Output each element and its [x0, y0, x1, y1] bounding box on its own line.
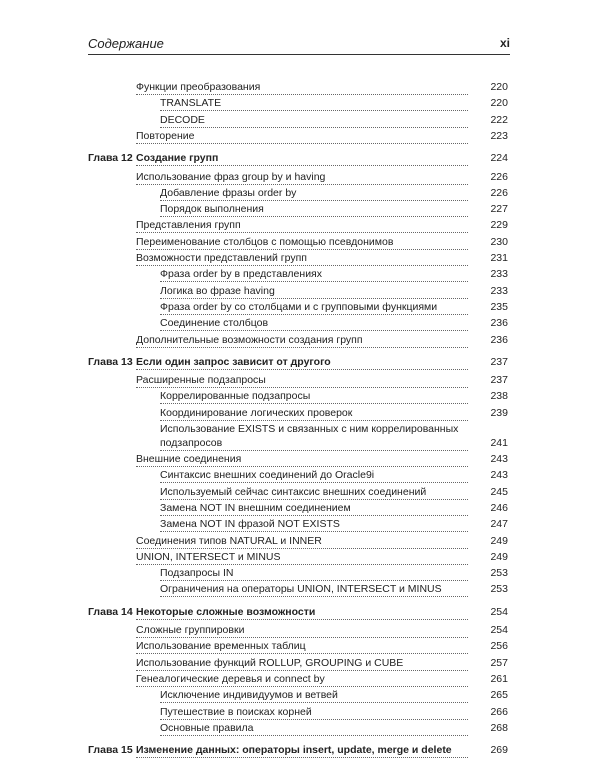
toc-entry-title: Порядок выполнения	[160, 202, 468, 217]
toc-page-number: 224	[490, 152, 508, 165]
toc-entry-title: Фраза order by в представлениях	[160, 267, 468, 282]
toc-entry-title: Соединение столбцов	[160, 316, 468, 331]
toc-chapter-row[interactable]	[88, 605, 508, 621]
toc-page-number: 222	[490, 113, 508, 126]
toc-page-number: 223	[490, 129, 508, 142]
toc-entry-row[interactable]	[160, 267, 508, 283]
toc-entry-row[interactable]	[136, 129, 508, 145]
toc-page-number: 256	[490, 640, 508, 653]
toc-entry-row[interactable]	[160, 468, 508, 484]
toc-entry-row[interactable]	[136, 452, 508, 468]
toc-entry-title: Расширенные подзапросы	[136, 373, 468, 388]
toc-entry-row[interactable]	[136, 170, 508, 186]
toc-entry-row[interactable]	[136, 251, 508, 267]
toc-entry-row[interactable]	[160, 113, 508, 129]
toc-page-number: 269	[490, 744, 508, 757]
toc-entry-row[interactable]	[160, 688, 508, 704]
toc-chapter-number: Глава 14	[88, 605, 133, 618]
toc-entry-title: Координирование логических проверок	[160, 406, 468, 421]
toc-chapter-number: Глава 15	[88, 744, 133, 757]
toc-page-number: 246	[490, 501, 508, 514]
toc-page-number: 238	[490, 390, 508, 403]
toc-entry-title: Фраза order by со столбцами и с групповыми функциями	[160, 300, 468, 315]
toc-entry-title: Создание групп	[136, 151, 468, 166]
toc-entry-title: Ограничения на операторы UNION, INTERSECT и MINUS	[160, 582, 468, 597]
toc-entry-title: Некоторые сложные возможности	[136, 605, 468, 620]
toc-page-number: 226	[490, 186, 508, 199]
toc-entry-title: Используемый сейчас синтаксис внешних соединений	[160, 485, 468, 500]
toc-entry-row[interactable]	[160, 406, 508, 422]
toc-entry-row[interactable]	[136, 656, 508, 672]
toc-page-number: 236	[490, 333, 508, 346]
toc-entry-row[interactable]	[160, 422, 508, 450]
toc-entry-row[interactable]	[160, 186, 508, 202]
toc-chapter-row[interactable]	[88, 743, 508, 759]
toc-entry-title: TRANSLATE	[160, 96, 468, 111]
toc-page-number: 257	[490, 656, 508, 669]
toc-entry-row[interactable]	[160, 517, 508, 533]
toc-entry-title: Повторение	[136, 129, 468, 144]
toc-chapter-number: Глава 13	[88, 355, 133, 368]
toc-page-number: 233	[490, 284, 508, 297]
toc-entry-title: Дополнительные возможности создания групп	[136, 333, 468, 348]
toc-entry-title: Использование временных таблиц	[136, 639, 468, 654]
toc-entry-title: Основные правила	[160, 721, 468, 736]
toc-entry-title: Коррелированные подзапросы	[160, 389, 468, 404]
toc-entry-row[interactable]	[160, 582, 508, 598]
toc-chapter-number: Глава 12	[88, 152, 133, 165]
toc-entry-row[interactable]	[160, 721, 508, 737]
toc-entry-title: Подзапросы IN	[160, 566, 468, 581]
toc-chapter-row[interactable]	[88, 355, 508, 371]
toc-entry-title: Представления групп	[136, 218, 468, 233]
toc-entry-row[interactable]	[136, 80, 508, 96]
toc-entry-row[interactable]	[160, 389, 508, 405]
toc-entry-row[interactable]	[136, 623, 508, 639]
toc-entry-title: Использование фраз group by и having	[136, 170, 468, 185]
toc-entry-row[interactable]	[160, 300, 508, 316]
toc-entry-title: Использование EXISTS и связанных с ним коррелированных подзапросов	[160, 422, 468, 451]
toc-page-number: 266	[490, 705, 508, 718]
running-header-title: Содержание	[88, 36, 164, 51]
toc-entry-row[interactable]	[136, 333, 508, 349]
toc-entry-row[interactable]	[136, 534, 508, 550]
toc-page-number: 253	[490, 567, 508, 580]
toc-entry-title: Замена NOT IN внешним соединением	[160, 501, 468, 516]
toc-entry-title: Функции преобразования	[136, 80, 468, 95]
toc-entry-title: Добавление фразы order by	[160, 186, 468, 201]
toc-page-number: 247	[490, 518, 508, 531]
toc-entry-title: Логика во фразе having	[160, 284, 468, 299]
toc-entry-title: Генеалогические деревья и connect by	[136, 672, 468, 687]
toc-page-number: 237	[490, 374, 508, 387]
toc-page-number: 265	[490, 689, 508, 702]
toc-page-number: 243	[490, 453, 508, 465]
toc-page-number: 233	[490, 268, 508, 281]
toc-entry-title: Исключение индивидуумов и ветвей	[160, 688, 468, 703]
toc-entry-title: Сложные группировки	[136, 623, 468, 638]
toc-entry-title: Синтаксис внешних соединений до Oracle9i	[160, 468, 468, 483]
toc-chapter-row[interactable]	[88, 151, 508, 167]
toc-page-number: 220	[490, 81, 508, 93]
toc-entry-title: DECODE	[160, 113, 468, 128]
toc-entry-row[interactable]	[136, 550, 508, 566]
toc-entry-row[interactable]	[160, 202, 508, 218]
running-header-page-number: xi	[499, 36, 510, 50]
toc-entry-row[interactable]	[160, 316, 508, 332]
toc-page-number: 230	[490, 235, 508, 248]
toc-entry-title: Возможности представлений групп	[136, 251, 468, 266]
toc-entry-row[interactable]	[136, 672, 508, 688]
toc-entry-title: Путешествие в поисках корней	[160, 705, 468, 720]
toc-entry-title: Переименование столбцов с помощью псевдонимов	[136, 235, 468, 250]
toc-entry-title: Использование функций ROLLUP, GROUPING и CUBE	[136, 656, 468, 671]
toc-page-number: 241	[490, 437, 508, 449]
toc-page-number: 235	[490, 300, 508, 313]
toc-entry-title: Изменение данных: операторы insert, update, merge и delete	[136, 743, 468, 758]
toc-page-number: 253	[490, 583, 508, 596]
toc-page-number: 239	[490, 406, 508, 419]
toc-page-number: 229	[490, 219, 508, 232]
toc-page-number: 220	[490, 97, 508, 110]
toc-entry-row[interactable]	[136, 373, 508, 389]
toc-page-number: 249	[490, 550, 508, 563]
toc-entry-title: UNION, INTERSECT и MINUS	[136, 550, 468, 565]
toc-entry-row[interactable]	[160, 501, 508, 517]
toc-page-number: 254	[490, 605, 508, 618]
toc-page-number: 237	[490, 355, 508, 368]
toc-entry-row[interactable]	[136, 218, 508, 234]
toc-entry-title: Если один запрос зависит от другого	[136, 355, 468, 370]
toc-entry-title: Замена NOT IN фразой NOT EXISTS	[160, 517, 468, 532]
toc-entry-title: Соединения типов NATURAL и INNER	[136, 534, 468, 549]
toc-entry-row[interactable]	[136, 639, 508, 655]
toc-entry-title: Внешние соединения	[136, 452, 468, 467]
toc-entry-row[interactable]	[160, 284, 508, 300]
toc-page-number: 226	[490, 170, 508, 183]
toc-page-number: 231	[490, 252, 508, 264]
toc-page-number: 245	[490, 485, 508, 498]
toc-page-number: 227	[490, 203, 508, 216]
toc-entry-row[interactable]	[160, 705, 508, 721]
toc-page-number: 254	[490, 624, 508, 636]
toc-entry-row[interactable]	[136, 235, 508, 251]
toc-page-number: 236	[490, 317, 508, 330]
toc-entry-row[interactable]	[160, 566, 508, 582]
toc-entry-row[interactable]	[160, 96, 508, 112]
toc-page-number: 268	[490, 721, 508, 734]
toc-entry-row[interactable]	[160, 485, 508, 501]
toc-page-number: 261	[490, 672, 508, 685]
toc-page-number: 249	[490, 534, 508, 547]
toc-page-number: 243	[490, 469, 508, 482]
